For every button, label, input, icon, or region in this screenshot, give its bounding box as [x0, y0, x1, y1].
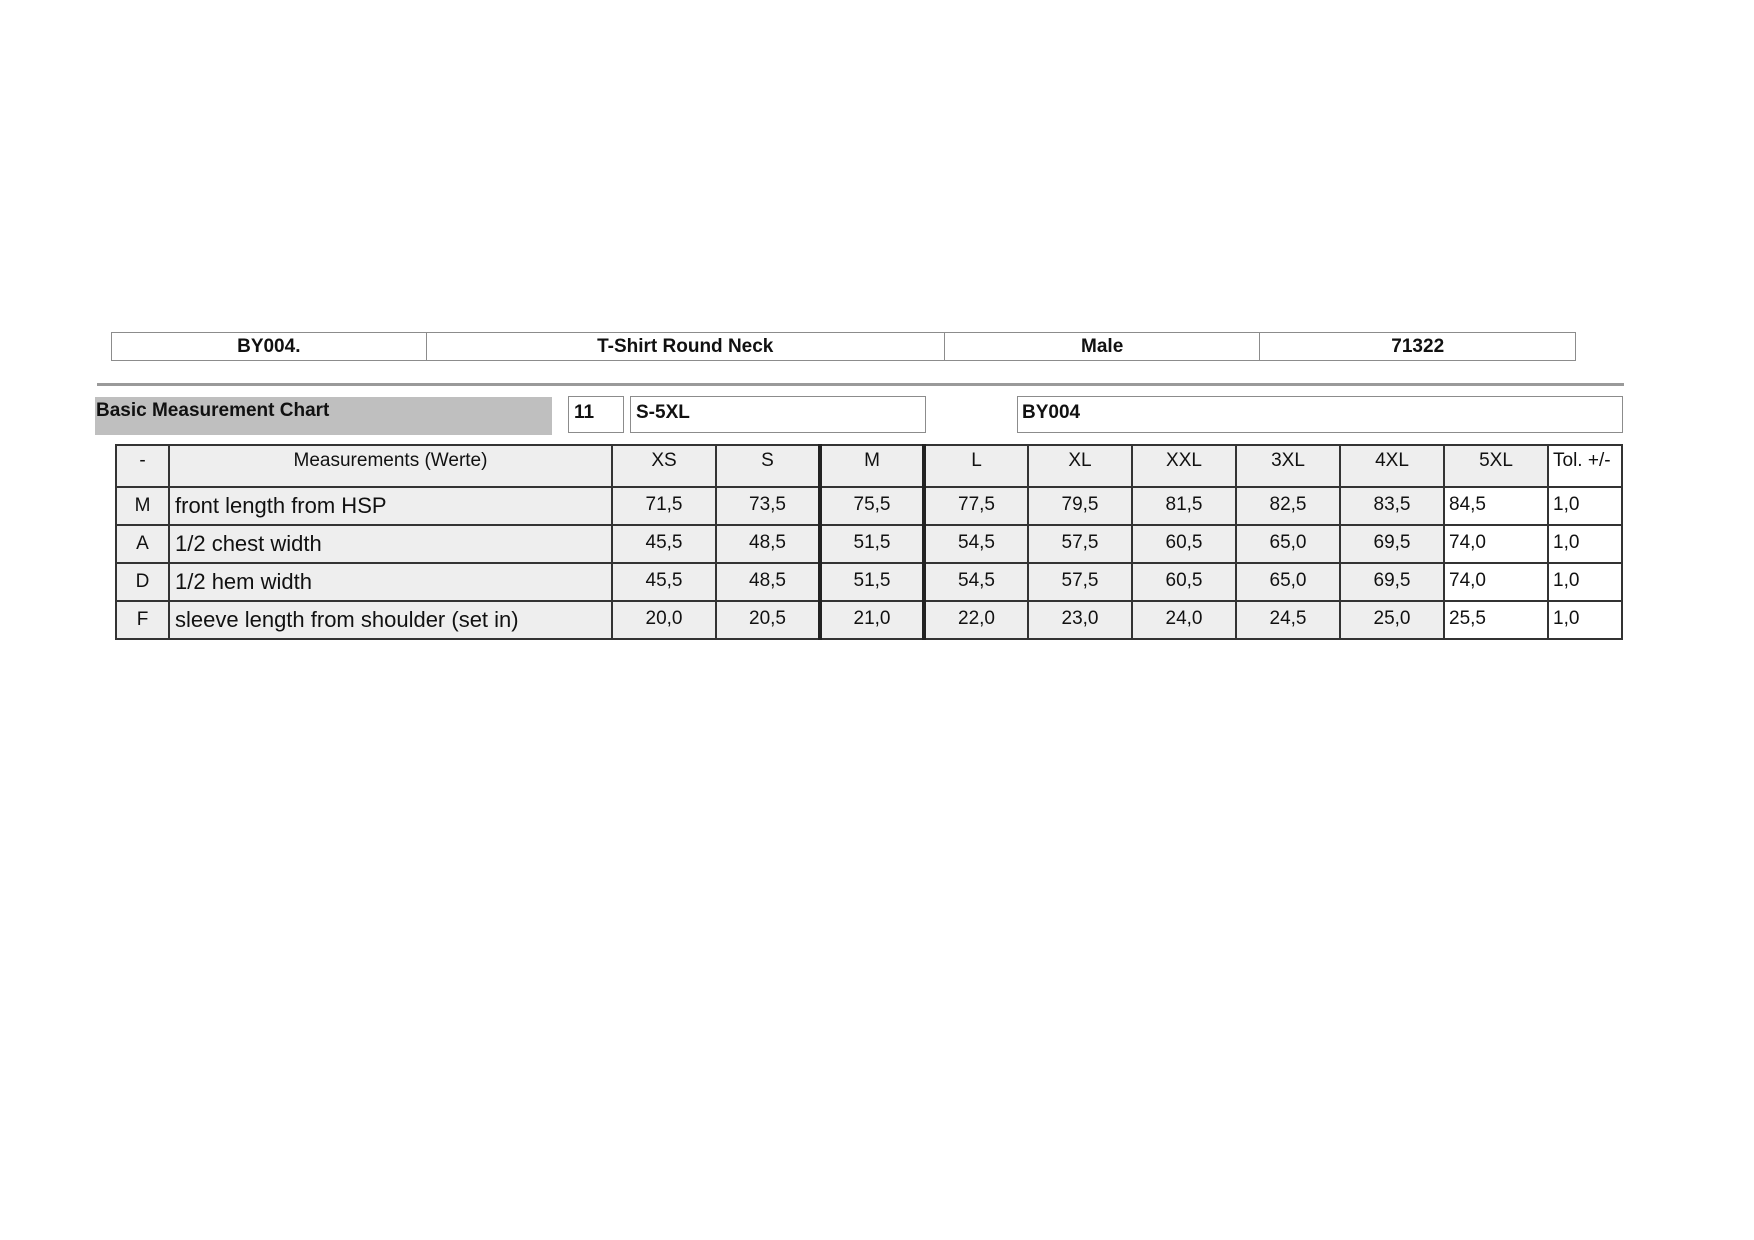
row-value: 81,5: [1132, 487, 1236, 525]
measurements-header: Measurements (Werte): [169, 445, 612, 487]
row-value: 54,5: [924, 525, 1028, 563]
row-value: 51,5: [820, 525, 924, 563]
row-value: 57,5: [1028, 525, 1132, 563]
row-value: 57,5: [1028, 563, 1132, 601]
row-measurement-name: 1/2 chest width: [169, 525, 612, 563]
row-value: 20,5: [716, 601, 820, 639]
row-code: A: [116, 525, 169, 563]
size-count-field: 11: [568, 396, 624, 433]
size-header: S: [716, 445, 820, 487]
row-value: 65,0: [1236, 563, 1340, 601]
row-value: 69,5: [1340, 525, 1444, 563]
row-tolerance: 1,0: [1548, 525, 1622, 563]
row-value: 79,5: [1028, 487, 1132, 525]
size-header: M: [820, 445, 924, 487]
row-value: 69,5: [1340, 563, 1444, 601]
size-header: 3XL: [1236, 445, 1340, 487]
gender: Male: [945, 333, 1261, 360]
row-value: 24,5: [1236, 601, 1340, 639]
row-value: 74,0: [1444, 563, 1548, 601]
row-value: 60,5: [1132, 563, 1236, 601]
table-header-row: [116, 445, 1622, 487]
row-value: 77,5: [924, 487, 1028, 525]
row-value: 25,5: [1444, 601, 1548, 639]
row-value: 20,0: [612, 601, 716, 639]
table-row: [116, 525, 1622, 563]
product-name: T-Shirt Round Neck: [427, 333, 945, 360]
row-measurement-name: sleeve length from shoulder (set in): [169, 601, 612, 639]
article-number: 71322: [1391, 335, 1445, 357]
size-header: XXL: [1132, 445, 1236, 487]
row-value: 71,5: [612, 487, 716, 525]
row-measurement-name: 1/2 hem width: [169, 563, 612, 601]
row-value: 48,5: [716, 563, 820, 601]
separator-line: [97, 383, 1624, 386]
product-info-row: [111, 332, 1576, 361]
row-value: 48,5: [716, 525, 820, 563]
size-header: 5XL: [1444, 445, 1548, 487]
size-header: L: [924, 445, 1028, 487]
code-header: -: [116, 445, 169, 487]
row-value: 54,5: [924, 563, 1028, 601]
row-code: M: [116, 487, 169, 525]
row-value: 65,0: [1236, 525, 1340, 563]
row-value: 22,0: [924, 601, 1028, 639]
size-header: XS: [612, 445, 716, 487]
row-value: 73,5: [716, 487, 820, 525]
row-value: 60,5: [1132, 525, 1236, 563]
row-value: 23,0: [1028, 601, 1132, 639]
row-value: 84,5: [1444, 487, 1548, 525]
row-code: F: [116, 601, 169, 639]
row-code: D: [116, 563, 169, 601]
row-value: 24,0: [1132, 601, 1236, 639]
table-row: [116, 563, 1622, 601]
row-value: 25,0: [1340, 601, 1444, 639]
style-code: BY004.: [112, 333, 427, 360]
row-tolerance: 1,0: [1548, 487, 1622, 525]
size-range-field: S-5XL: [630, 396, 926, 433]
size-header: XL: [1028, 445, 1132, 487]
row-value: 45,5: [612, 525, 716, 563]
row-value: 45,5: [612, 563, 716, 601]
table-row: [116, 487, 1622, 525]
row-value: 83,5: [1340, 487, 1444, 525]
size-header: 4XL: [1340, 445, 1444, 487]
row-tolerance: 1,0: [1548, 601, 1622, 639]
row-value: 21,0: [820, 601, 924, 639]
table-row: [116, 601, 1622, 639]
row-value: 82,5: [1236, 487, 1340, 525]
row-measurement-name: front length from HSP: [169, 487, 612, 525]
tolerance-header: Tol. +/-: [1548, 445, 1622, 487]
row-value: 51,5: [820, 563, 924, 601]
chart-label: Basic Measurement Chart: [95, 397, 552, 435]
row-tolerance: 1,0: [1548, 563, 1622, 601]
row-value: 75,5: [820, 487, 924, 525]
measurement-table: [115, 444, 1623, 640]
style-ref-field: BY004: [1017, 396, 1623, 433]
row-value: 74,0: [1444, 525, 1548, 563]
